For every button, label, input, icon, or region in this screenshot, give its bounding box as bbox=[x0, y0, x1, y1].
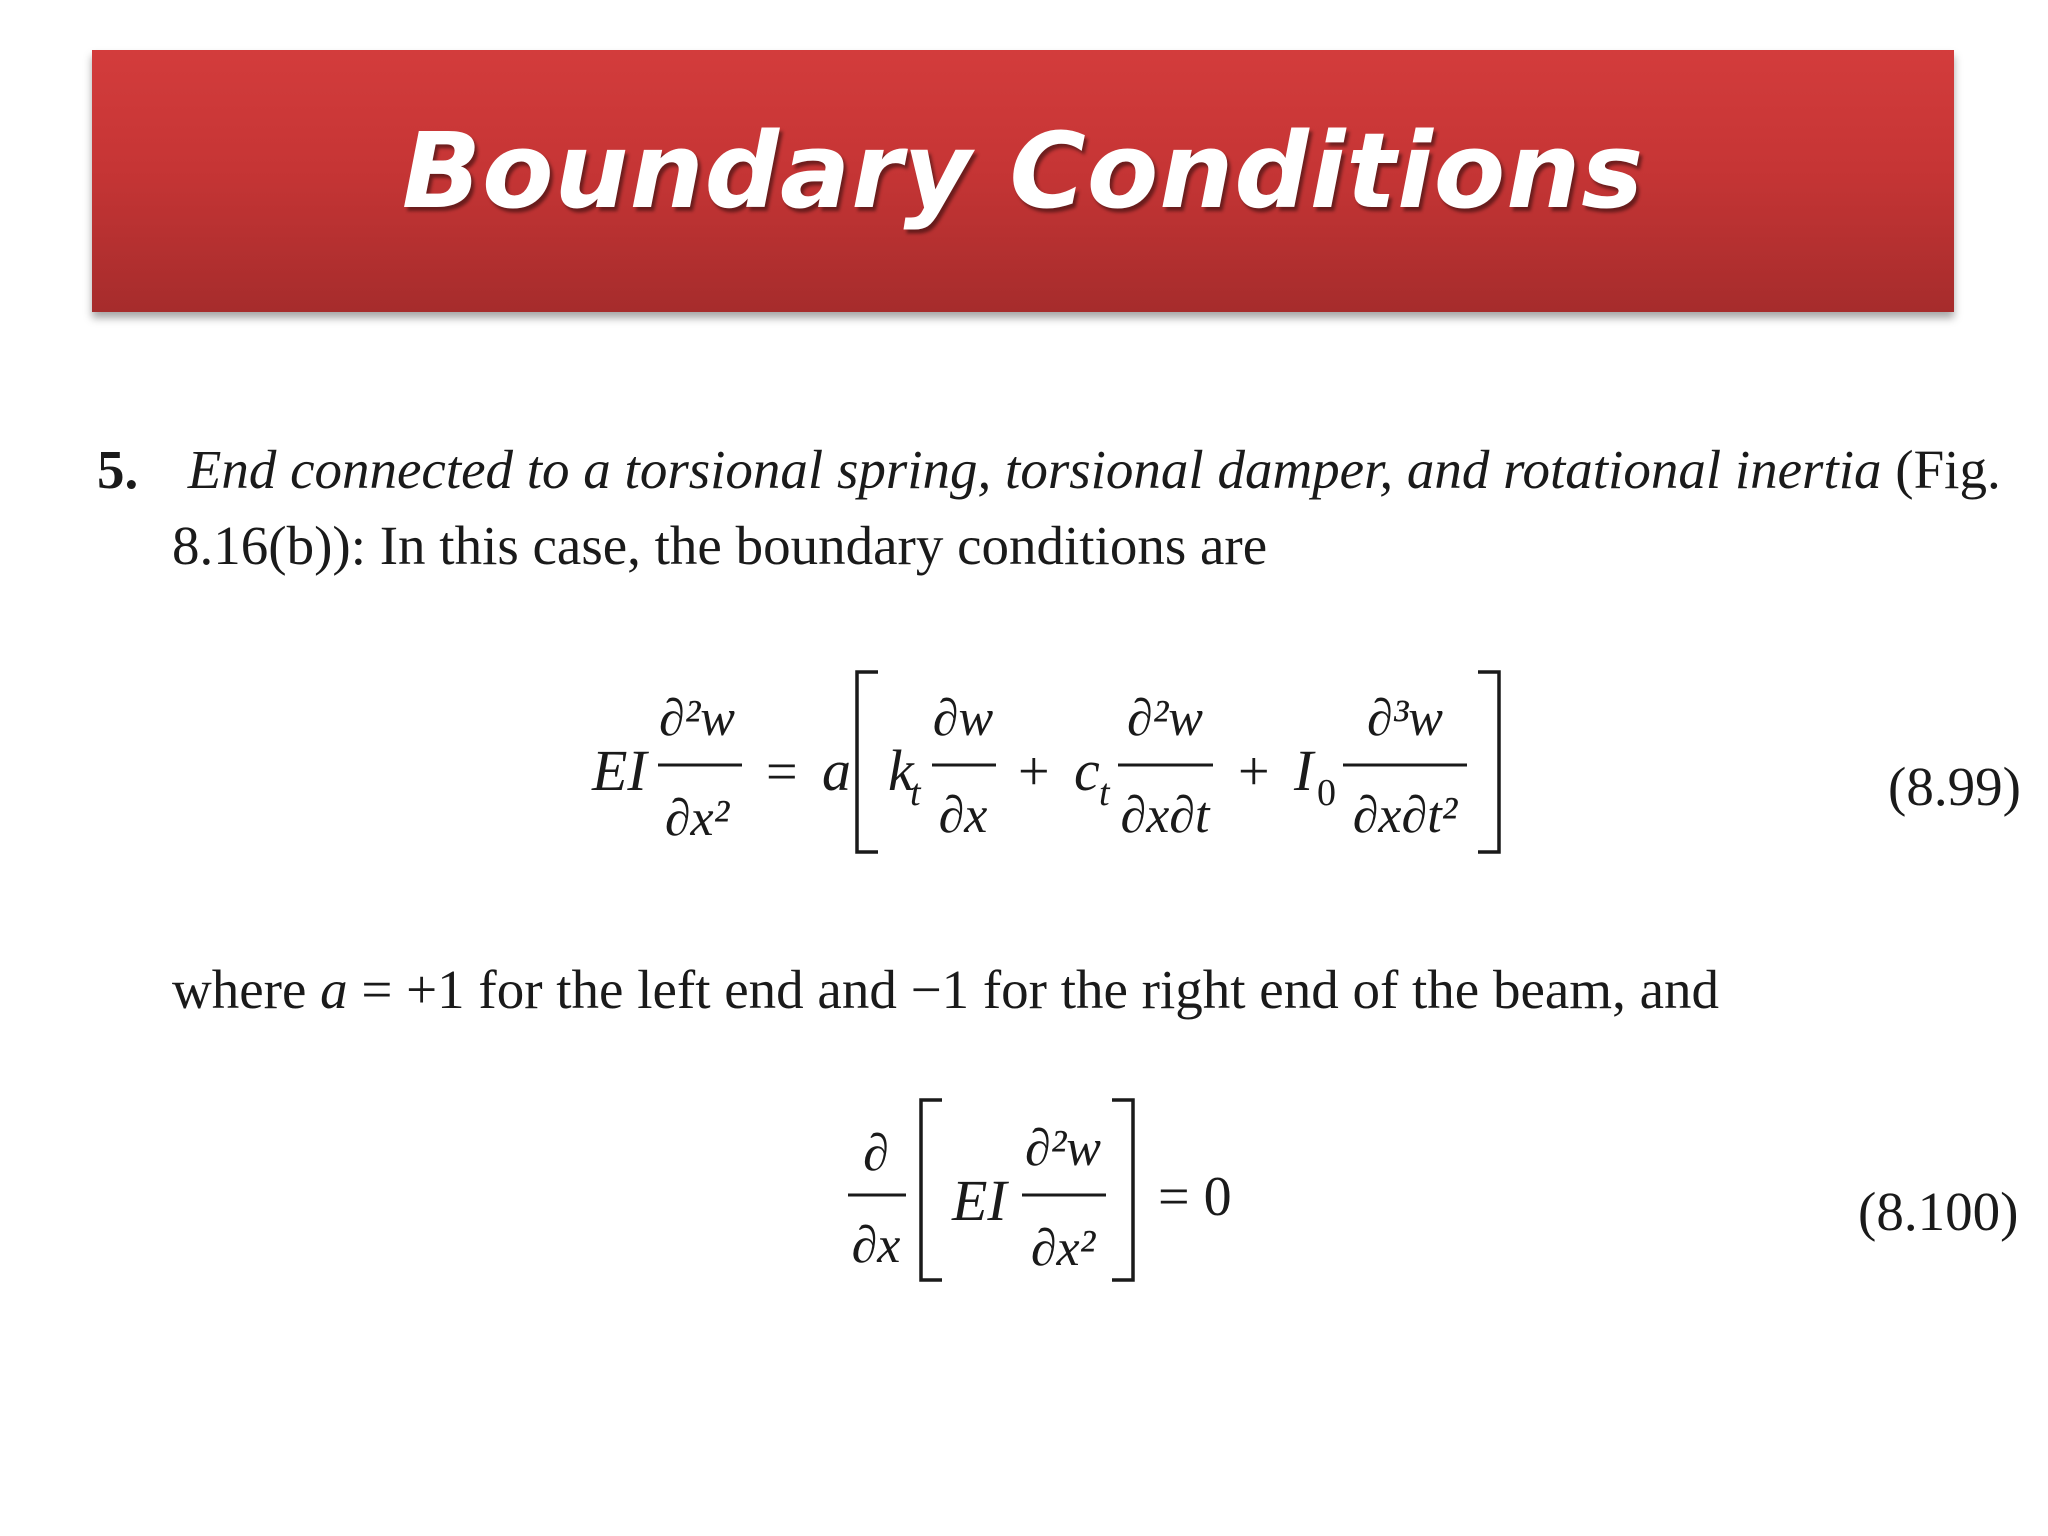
eq1-plus-2: + bbox=[1238, 741, 1270, 803]
where-line bbox=[172, 958, 1719, 1021]
eq1-term1-numerator: ∂w bbox=[932, 690, 994, 747]
eq1-term3-sub: 0 bbox=[1317, 772, 1336, 814]
eq1-term2-coeff: c bbox=[1074, 738, 1100, 803]
eq2-outer-denominator: ∂x bbox=[851, 1217, 901, 1274]
eq1-term3-coeff: I bbox=[1294, 738, 1314, 803]
equation-8-99-label: (8.99) bbox=[1888, 756, 2021, 817]
slide-title: Boundary Conditions bbox=[401, 110, 1645, 232]
eq1-term2-denominator: ∂x∂t bbox=[1120, 787, 1210, 844]
eq2-outer-numerator: ∂ bbox=[863, 1125, 889, 1182]
eq1-term2-numerator: ∂²w bbox=[1127, 690, 1203, 747]
eq2-inner-coeff: EI bbox=[952, 1168, 1007, 1233]
eq1-plus-1: + bbox=[1018, 741, 1050, 803]
eq2-right-bracket bbox=[1112, 1100, 1133, 1280]
eq1-right-bracket bbox=[1478, 672, 1499, 852]
equation-8-100-label: (8.100) bbox=[1858, 1181, 2019, 1242]
eq2-left-bracket bbox=[921, 1100, 942, 1280]
item-number: 5. bbox=[97, 439, 139, 500]
item-heading-italic: End connected to a torsional spring, torsional damper, and rotational inertia bbox=[187, 439, 1882, 500]
eq1-term3-numerator: ∂³w bbox=[1367, 690, 1443, 747]
where-var-a: a bbox=[320, 959, 348, 1020]
eq2-equals-zero: = 0 bbox=[1158, 1166, 1232, 1228]
eq1-equals: = bbox=[766, 741, 798, 803]
eq2-inner-denominator: ∂x² bbox=[1030, 1220, 1096, 1277]
eq1-factor-a: a bbox=[822, 738, 851, 803]
eq1-term1-sub: t bbox=[910, 772, 921, 814]
eq1-term2-sub: t bbox=[1099, 772, 1110, 814]
where-rest: = +1 for the left end and −1 for the right end of the beam, and bbox=[347, 959, 1719, 1020]
eq1-term1-denominator: ∂x bbox=[938, 787, 988, 844]
item-line-2: 8.16(b)): In this case, the boundary conditions are bbox=[172, 515, 1268, 576]
eq1-lhs-numerator: ∂²w bbox=[659, 690, 735, 747]
item-heading-ref: (Fig. bbox=[1881, 439, 2001, 500]
eq2-inner-numerator: ∂²w bbox=[1025, 1120, 1101, 1177]
eq1-lhs-denominator: ∂x² bbox=[664, 790, 730, 847]
eq1-left-bracket bbox=[857, 672, 878, 852]
eq1-term3-denominator: ∂x∂t² bbox=[1352, 787, 1458, 844]
eq1-lhs-coeff: EI bbox=[592, 738, 647, 803]
eq1-term1-coeff: k bbox=[888, 738, 914, 803]
where-word: where bbox=[172, 959, 321, 1020]
